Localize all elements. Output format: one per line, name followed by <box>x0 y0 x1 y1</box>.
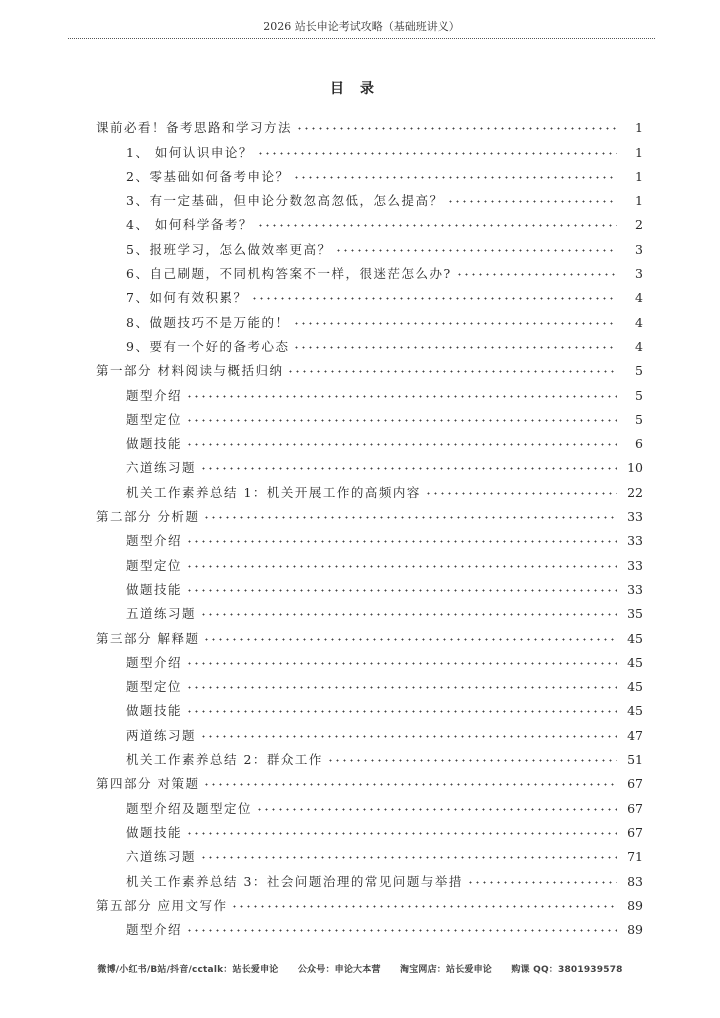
dot-leader <box>186 540 617 543</box>
toc-subentry[interactable] <box>96 282 643 306</box>
toc-subentry[interactable] <box>96 744 643 768</box>
toc-subentry[interactable] <box>96 574 643 598</box>
dot-leader <box>186 832 617 835</box>
toc-page-number: 45 <box>627 630 643 646</box>
toc-page-number: 4 <box>635 290 643 306</box>
dot-leader <box>186 565 617 568</box>
footer-taobao: 淘宝网店：站长爱申论 <box>400 965 493 975</box>
toc-entry-label: 8、做题技巧不是万能的！ <box>126 314 290 330</box>
toc-page-number: 51 <box>627 752 643 768</box>
toc-entry-label: 题型定位 <box>126 679 183 695</box>
toc-subentry[interactable] <box>96 525 643 549</box>
toc-page-number: 3 <box>635 241 643 257</box>
dot-leader <box>327 759 617 762</box>
toc-subentry[interactable] <box>96 209 643 233</box>
toc-subentry[interactable] <box>96 428 643 452</box>
toc-section-entry[interactable] <box>96 768 643 792</box>
toc-page-number: 83 <box>627 873 643 889</box>
toc-subentry[interactable] <box>96 258 643 282</box>
toc-page-number: 71 <box>627 849 643 865</box>
footer-qq: 购课 QQ：3801939578 <box>511 965 623 975</box>
toc-section-entry[interactable] <box>96 112 643 136</box>
toc-entry-label: 五道练习题 <box>126 606 197 622</box>
toc-entry-label: 六道练习题 <box>126 849 197 865</box>
toc-page-number: 10 <box>627 460 643 476</box>
toc-subentry[interactable] <box>96 404 643 428</box>
toc-entry-label: 1、 如何认识申论？ <box>126 144 253 160</box>
dot-leader <box>186 662 617 665</box>
toc-page-number: 1 <box>635 168 643 184</box>
toc-section-entry[interactable] <box>96 622 643 646</box>
toc-page-number: 45 <box>627 654 643 670</box>
footer-social: 微博/小红书/B站/抖音/cctalk：站长爱申论 <box>97 965 279 975</box>
toc-entry-label: 机关工作素养总结 2：群众工作 <box>126 752 323 768</box>
toc-subentry[interactable] <box>96 719 643 743</box>
dot-leader <box>257 224 617 227</box>
toc-entry-label: 题型介绍 <box>126 533 183 549</box>
toc-subentry[interactable] <box>96 161 643 185</box>
toc-subentry[interactable] <box>96 549 643 573</box>
dot-leader <box>186 589 617 592</box>
dot-leader <box>293 322 617 325</box>
dot-leader <box>251 297 617 300</box>
dot-leader <box>335 249 617 252</box>
toc-entry-label: 题型定位 <box>126 411 183 427</box>
toc-section-entry[interactable] <box>96 501 643 525</box>
toc-page-number: 33 <box>627 557 643 573</box>
toc-subentry[interactable] <box>96 306 643 330</box>
toc-page-number: 89 <box>627 897 643 913</box>
dot-leader <box>203 516 617 519</box>
toc-entry-label: 6、自己刷题，不同机构答案不一样，很迷茫怎么办? <box>126 266 452 282</box>
toc-subentry[interactable] <box>96 476 643 500</box>
dot-leader <box>200 467 617 470</box>
toc-page-number: 67 <box>627 776 643 792</box>
toc-page-number: 47 <box>627 727 643 743</box>
dot-leader <box>200 735 617 738</box>
dot-leader <box>456 273 617 276</box>
toc-subentry[interactable] <box>96 671 643 695</box>
dot-leader <box>186 686 617 689</box>
dot-leader <box>200 613 617 616</box>
toc-entry-label: 题型介绍 <box>126 654 183 670</box>
dot-leader <box>231 905 617 908</box>
toc-page-number: 1 <box>635 120 643 136</box>
toc-entry-label: 做题技能 <box>126 703 183 719</box>
toc-section-entry[interactable] <box>96 890 643 914</box>
toc-page-number: 1 <box>635 193 643 209</box>
toc-entry-label: 课前必看！备考思路和学习方法 <box>96 120 293 136</box>
footer <box>0 962 720 975</box>
toc-subentry[interactable] <box>96 598 643 622</box>
dot-leader <box>287 370 617 373</box>
toc-page-number: 4 <box>635 338 643 354</box>
table-of-contents <box>96 112 643 938</box>
dot-leader <box>293 346 617 349</box>
toc-page-number: 5 <box>635 387 643 403</box>
dot-leader <box>186 419 617 422</box>
toc-entry-label: 六道练习题 <box>126 460 197 476</box>
toc-page-number: 67 <box>627 800 643 816</box>
footer-wechat: 公众号：申论大本营 <box>297 965 381 975</box>
dot-leader <box>256 808 617 811</box>
toc-entry-label: 题型介绍及题型定位 <box>126 800 253 816</box>
toc-entry-label: 机关工作素养总结 1：机关开展工作的高频内容 <box>126 484 421 500</box>
toc-entry-label: 题型介绍 <box>126 387 183 403</box>
dot-leader <box>186 929 617 932</box>
toc-entry-label: 5、报班学习，怎么做效率更高？ <box>126 241 332 257</box>
header-title: 2026 站长申论考试攻略（基础班讲义） <box>263 20 460 33</box>
dot-leader <box>186 710 617 713</box>
toc-entry-label: 题型定位 <box>126 557 183 573</box>
toc-page-number: 2 <box>635 217 643 233</box>
toc-subentry[interactable] <box>96 647 643 671</box>
toc-entry-label: 第一部分 材料阅读与概括归纳 <box>96 363 284 379</box>
toc-entry-label: 做题技能 <box>126 436 183 452</box>
toc-subentry[interactable] <box>96 841 643 865</box>
toc-entry-label: 题型介绍 <box>126 922 183 938</box>
dot-leader <box>203 783 617 786</box>
toc-page-number: 45 <box>627 679 643 695</box>
toc-entry-label: 做题技能 <box>126 824 183 840</box>
toc-entry-label: 3、有一定基础，但申论分数忽高忽低，怎么提高？ <box>126 193 444 209</box>
dot-leader <box>293 176 617 179</box>
toc-subentry[interactable] <box>96 865 643 889</box>
toc-page-number: 5 <box>635 363 643 379</box>
toc-page-number: 45 <box>627 703 643 719</box>
toc-page-number: 3 <box>635 266 643 282</box>
toc-subentry[interactable] <box>96 331 643 355</box>
toc-page-number: 6 <box>635 436 643 452</box>
toc-page-number: 5 <box>635 411 643 427</box>
toc-entry-label: 9、要有一个好的备考心态 <box>126 338 290 354</box>
toc-page-number: 35 <box>627 606 643 622</box>
toc-page-number: 22 <box>627 484 643 500</box>
dot-leader <box>447 200 617 203</box>
toc-entry-label: 第三部分 解释题 <box>96 630 200 646</box>
toc-subentry[interactable] <box>96 233 643 257</box>
toc-entry-label: 2、零基础如何备考申论？ <box>126 168 290 184</box>
toc-subentry[interactable] <box>96 792 643 816</box>
dot-leader <box>467 881 617 884</box>
toc-entry-label: 第五部分 应用文写作 <box>96 897 228 913</box>
toc-entry-label: 第四部分 对策题 <box>96 776 200 792</box>
toc-page-number: 89 <box>627 922 643 938</box>
toc-entry-label: 机关工作素养总结 3：社会问题治理的常见问题与举措 <box>126 873 463 889</box>
toc-page-number: 1 <box>635 144 643 160</box>
toc-subentry[interactable] <box>96 914 643 938</box>
dot-leader <box>425 492 617 495</box>
toc-entry-label: 7、如何有效积累？ <box>126 290 248 306</box>
toc-subentry[interactable] <box>96 452 643 476</box>
dot-leader <box>296 127 617 130</box>
toc-subentry[interactable] <box>96 695 643 719</box>
toc-section-entry[interactable] <box>96 355 643 379</box>
toc-page-number: 33 <box>627 581 643 597</box>
toc-entry-label: 两道练习题 <box>126 727 197 743</box>
toc-page-number: 33 <box>627 509 643 525</box>
dot-leader <box>203 638 617 641</box>
dot-leader <box>200 856 617 859</box>
toc-subentry[interactable] <box>96 817 643 841</box>
dot-leader <box>186 443 617 446</box>
dot-leader <box>257 152 617 155</box>
toc-entry-label: 做题技能 <box>126 581 183 597</box>
dot-leader <box>186 395 617 398</box>
toc-page-number: 67 <box>627 824 643 840</box>
toc-subentry[interactable] <box>96 185 643 209</box>
toc-entry-label: 第二部分 分析题 <box>96 509 200 525</box>
toc-page-number: 33 <box>627 533 643 549</box>
toc-subentry[interactable] <box>96 379 643 403</box>
toc-entry-label: 4、 如何科学备考？ <box>126 217 253 233</box>
toc-title: 目录 <box>330 81 390 97</box>
running-header <box>68 20 655 39</box>
toc-subentry[interactable] <box>96 136 643 160</box>
toc-page-number: 4 <box>635 314 643 330</box>
